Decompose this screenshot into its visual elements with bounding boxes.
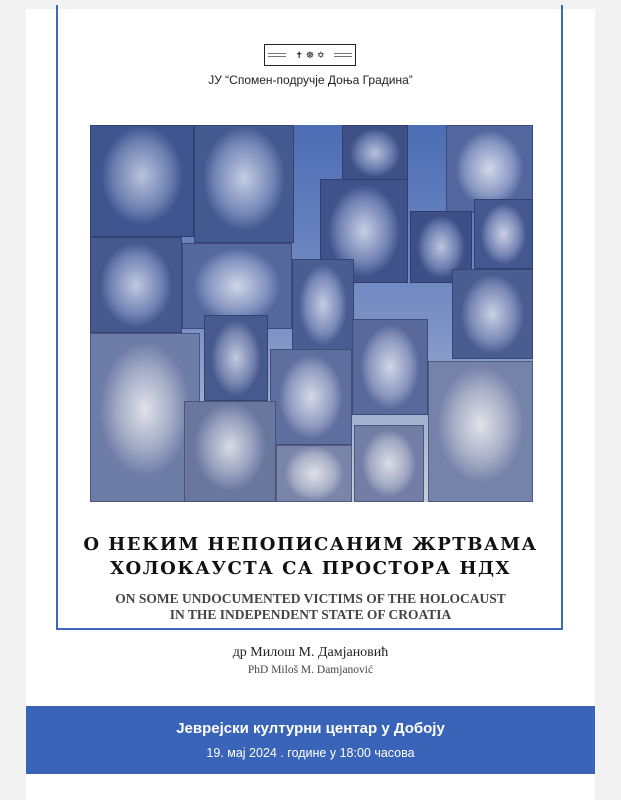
book-subtitle-line-1: ON SOME UNDOCUMENTED VICTIMS OF THE HOLOCAUST — [115, 591, 506, 606]
portrait-photo — [452, 269, 533, 359]
book-subtitle-english — [26, 591, 595, 623]
wheel-icon: ☸ — [305, 49, 315, 60]
book-subtitle-line-2: IN THE INDEPENDENT STATE OF CROATIA — [169, 607, 452, 622]
portrait-collage — [90, 125, 533, 502]
event-venue: Јеврејски културни центар у Добоју — [176, 720, 445, 737]
portrait-photo — [194, 125, 294, 243]
portrait-photo — [474, 199, 533, 269]
portrait-photo — [292, 259, 354, 351]
book-title — [26, 533, 595, 581]
institution-logo — [264, 44, 356, 66]
event-date: 19. мај 2024 . године у 18:00 часова — [206, 746, 415, 760]
star-of-david-icon: ✡ — [317, 49, 325, 60]
portrait-photo — [184, 401, 276, 502]
portrait-photo — [352, 319, 428, 415]
author-name: др Милош М. Дамјановић — [232, 645, 389, 660]
portrait-photo — [428, 361, 533, 502]
portrait-photo — [276, 445, 352, 502]
portrait-photo — [354, 425, 424, 502]
event-banner — [26, 706, 595, 774]
portrait-photo — [90, 237, 182, 333]
institution-name: ЈУ “Спомен-подручје Доња Градина” — [208, 73, 413, 87]
book-title-line-1: О НЕКИМ НЕПОПИСАНИМ ЖРТВАМА — [83, 534, 538, 555]
author-name-english: PhD Miloš M. Damjanović — [247, 664, 374, 676]
cross-icon: ✝ — [295, 49, 303, 60]
poster-page — [26, 9, 595, 800]
portrait-photo — [270, 349, 352, 445]
book-title-line-2: ХОЛОКАУСТА СА ПРОСТОРА НДХ — [110, 558, 511, 579]
portrait-photo — [204, 315, 268, 401]
portrait-photo — [90, 125, 194, 237]
portrait-photo — [342, 125, 408, 181]
